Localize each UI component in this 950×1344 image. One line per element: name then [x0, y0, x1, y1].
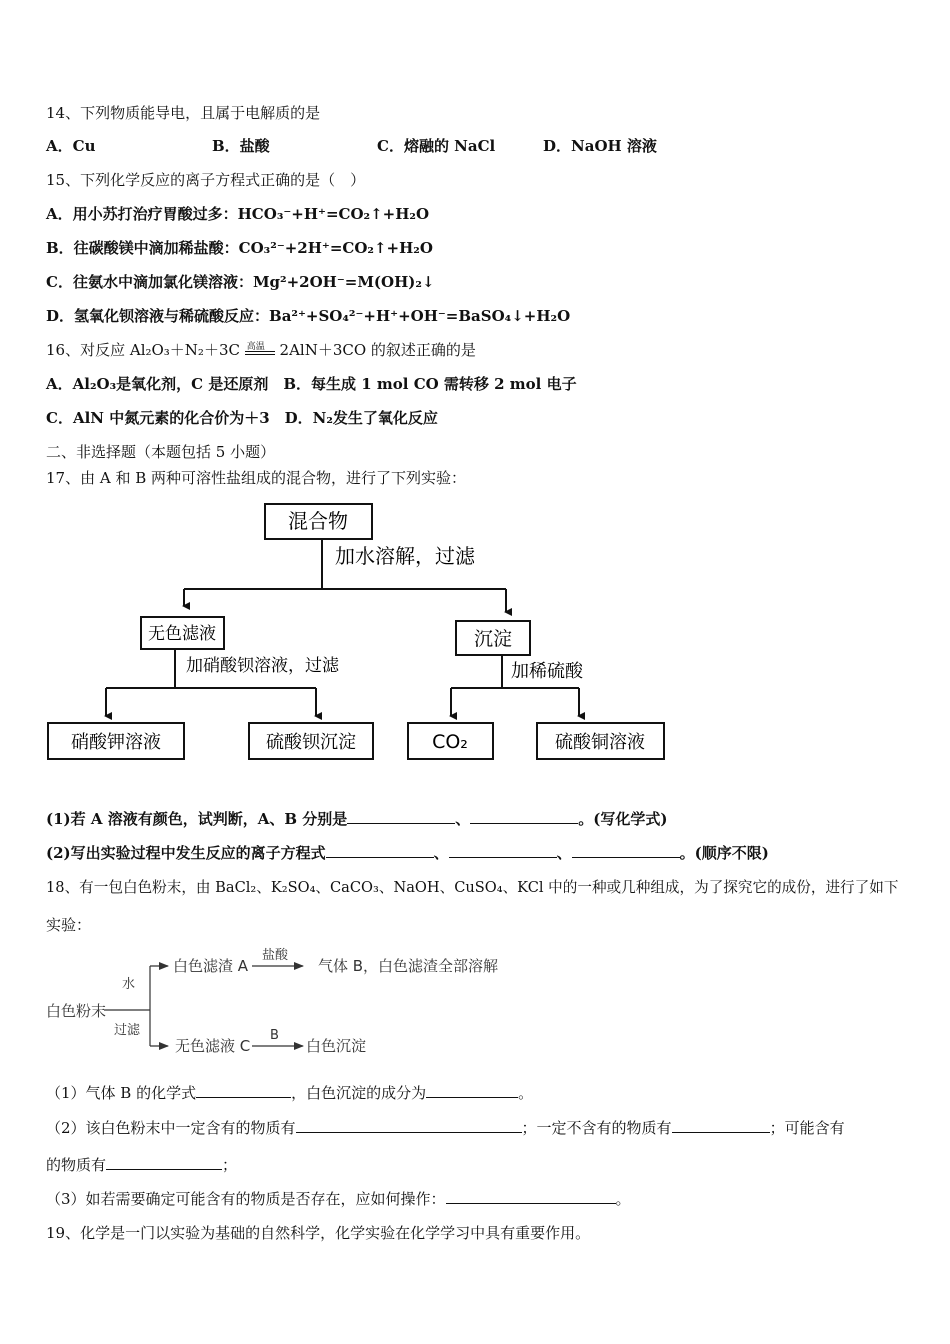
q18-stem-line2: 实验：: [46, 916, 92, 934]
q18-part2-mid1: ；一定不含有的物质有: [521, 1119, 672, 1137]
q18-part1-suffix: 。: [518, 1084, 534, 1102]
q18-diagram: [0, 940, 520, 1065]
section-heading: 二、非选择题（本题包括 5 小题）: [46, 443, 276, 461]
flow-step-dissolve: 加水溶解，过滤: [335, 544, 475, 568]
q15-option-d: D．氢氧化钡溶液与稀硫酸反应：Ba²⁺+SO₄²⁻+H⁺+OH⁻=BaSO₄↓+H₂O: [46, 307, 571, 325]
q18-part3-suffix: 。: [615, 1190, 631, 1208]
flow-label-cuso4: 硫酸铜溶液: [555, 732, 645, 753]
q16-condition: 高温: [246, 342, 265, 352]
q18-label-filtrate-c: 无色滤液 C: [175, 1037, 251, 1055]
flow-label-co2: CO₂: [432, 731, 468, 753]
q14-stem: 14、下列物质能导电，且属于电解质的是: [46, 104, 321, 122]
flow-label-baso4: 硫酸钡沉淀: [266, 732, 356, 753]
q14-option-b: B．盐酸: [212, 137, 270, 155]
q18-answer-procedure[interactable]: [446, 1189, 616, 1204]
q17-part2-prompt: (2)写出实验过程中发生反应的离子方程式: [46, 844, 326, 862]
q18-part3-prompt: （3）如若需要确定可能含有的物质是否存在，应如何操作：: [46, 1190, 446, 1208]
q17-stem: 17、由 A 和 B 两种可溶性盐组成的混合物，进行了下列实验：: [46, 469, 467, 487]
flow-label-filtrate: 无色滤液: [148, 624, 216, 644]
q14-option-d: D．NaOH 溶液: [543, 137, 657, 155]
q18-answer-definitely-present[interactable]: [296, 1118, 522, 1133]
q17-part1-prompt: (1)若 A 溶液有颜色，试判断，A、B 分别是: [46, 810, 348, 828]
q18-label-residue-result: 气体 B，白色滤渣全部溶解: [318, 957, 499, 975]
q18-label-residue-a: 白色滤渣 A: [173, 957, 249, 975]
q15-stem: 15、下列化学反应的离子方程式正确的是（ ）: [46, 171, 366, 189]
q18-label-white-precipitate: 白色沉淀: [306, 1037, 367, 1055]
flow-step-sulfuric-acid: 加稀硫酸: [511, 661, 583, 682]
q16-stem-pre: 16、对反应 Al₂O₃＋N₂＋3C: [46, 341, 240, 359]
q15-option-c: C．往氨水中滴加氯化镁溶液：Mg²+2OH⁻=M(OH)₂↓: [46, 273, 435, 291]
q18-part1-mid: ，白色沉淀的成分为: [291, 1084, 427, 1102]
q18-part2: [46, 1118, 845, 1138]
q18-part1-prompt: （1）气体 B 的化学式: [46, 1084, 197, 1102]
q16-options-line1: A．Al₂O₃是氧化剂，C 是还原剂 B．每生成 1 mol CO 需转移 2 mol 电子: [46, 375, 577, 393]
q18-answer-definitely-absent[interactable]: [672, 1118, 770, 1133]
q14-option-a: A．Cu: [46, 137, 96, 155]
q18-part1: [46, 1083, 533, 1103]
q17-answer-a[interactable]: [347, 809, 455, 824]
q17-answer-eq3[interactable]: [572, 843, 680, 858]
q18-label-filter: 过滤: [114, 1023, 141, 1038]
q15-option-b: B．往碳酸镁中滴加稀盐酸：CO₃²⁻+2H⁺=CO₂↑+H₂O: [46, 239, 433, 257]
q18-part2-line2-prompt: 的物质有: [46, 1156, 107, 1174]
q18-label-reagent-b: B: [270, 1028, 279, 1043]
q17-part2-sep2: 、: [556, 844, 572, 862]
q18-part2-prompt: （2）该白色粉末中一定含有的物质有: [46, 1119, 296, 1137]
q18-label-hcl: 盐酸: [262, 948, 289, 963]
flow-label-mixture: 混合物: [288, 509, 348, 533]
q17-part2: [46, 843, 769, 863]
q18-stem-line1: 18、有一包白色粉末，由 BaCl₂、K₂SO₄、CaCO₃、NaOH、CuSO₄、KCl 中的一种或几种组成，为了探究它的成份，进行了如下: [46, 879, 899, 896]
q16-options-line2: C．AlN 中氮元素的化合价为＋3 D．N₂发生了氧化反应: [46, 409, 438, 427]
q18-label-water: 水: [122, 977, 136, 992]
q17-part1: [46, 809, 667, 829]
q18-label-powder: 白色粉末: [46, 1002, 107, 1020]
flow-label-precipitate: 沉淀: [473, 628, 513, 650]
q19-stem: 19、化学是一门以实验为基础的自然科学，化学实验在化学学习中具有重要作用。: [46, 1224, 591, 1242]
q17-part2-suffix: 。(顺序不限): [679, 844, 769, 862]
flow-step-barium-nitrate: 加硝酸钡溶液，过滤: [186, 656, 339, 676]
q18-answer-possibly-present[interactable]: [106, 1155, 222, 1170]
q18-part2-line2: [46, 1155, 237, 1175]
q17-answer-eq2[interactable]: [449, 843, 557, 858]
q17-answer-b[interactable]: [470, 809, 578, 824]
q17-answer-eq1[interactable]: [326, 843, 434, 858]
q18-answer-precipitate[interactable]: [426, 1083, 518, 1098]
q15-option-a: A．用小苏打治疗胃酸过多：HCO₃⁻+H⁺=CO₂↑+H₂O: [46, 205, 430, 223]
q18-part2-mid2: ；可能含有: [769, 1119, 845, 1137]
flow-label-kno3: 硝酸钾溶液: [71, 732, 161, 753]
q18-part2-end: ；: [222, 1156, 238, 1174]
q14-option-c: C．熔融的 NaCl: [377, 137, 496, 155]
q17-part2-sep1: 、: [433, 844, 449, 862]
q18-answer-gas-b[interactable]: [196, 1083, 291, 1098]
q17-part1-sep: 、: [455, 810, 471, 828]
q18-part3: [46, 1189, 631, 1209]
q16-stem-post: 2AlN＋3CO 的叙述正确的是: [279, 341, 476, 359]
q17-part1-suffix: 。(写化学式): [578, 810, 668, 828]
